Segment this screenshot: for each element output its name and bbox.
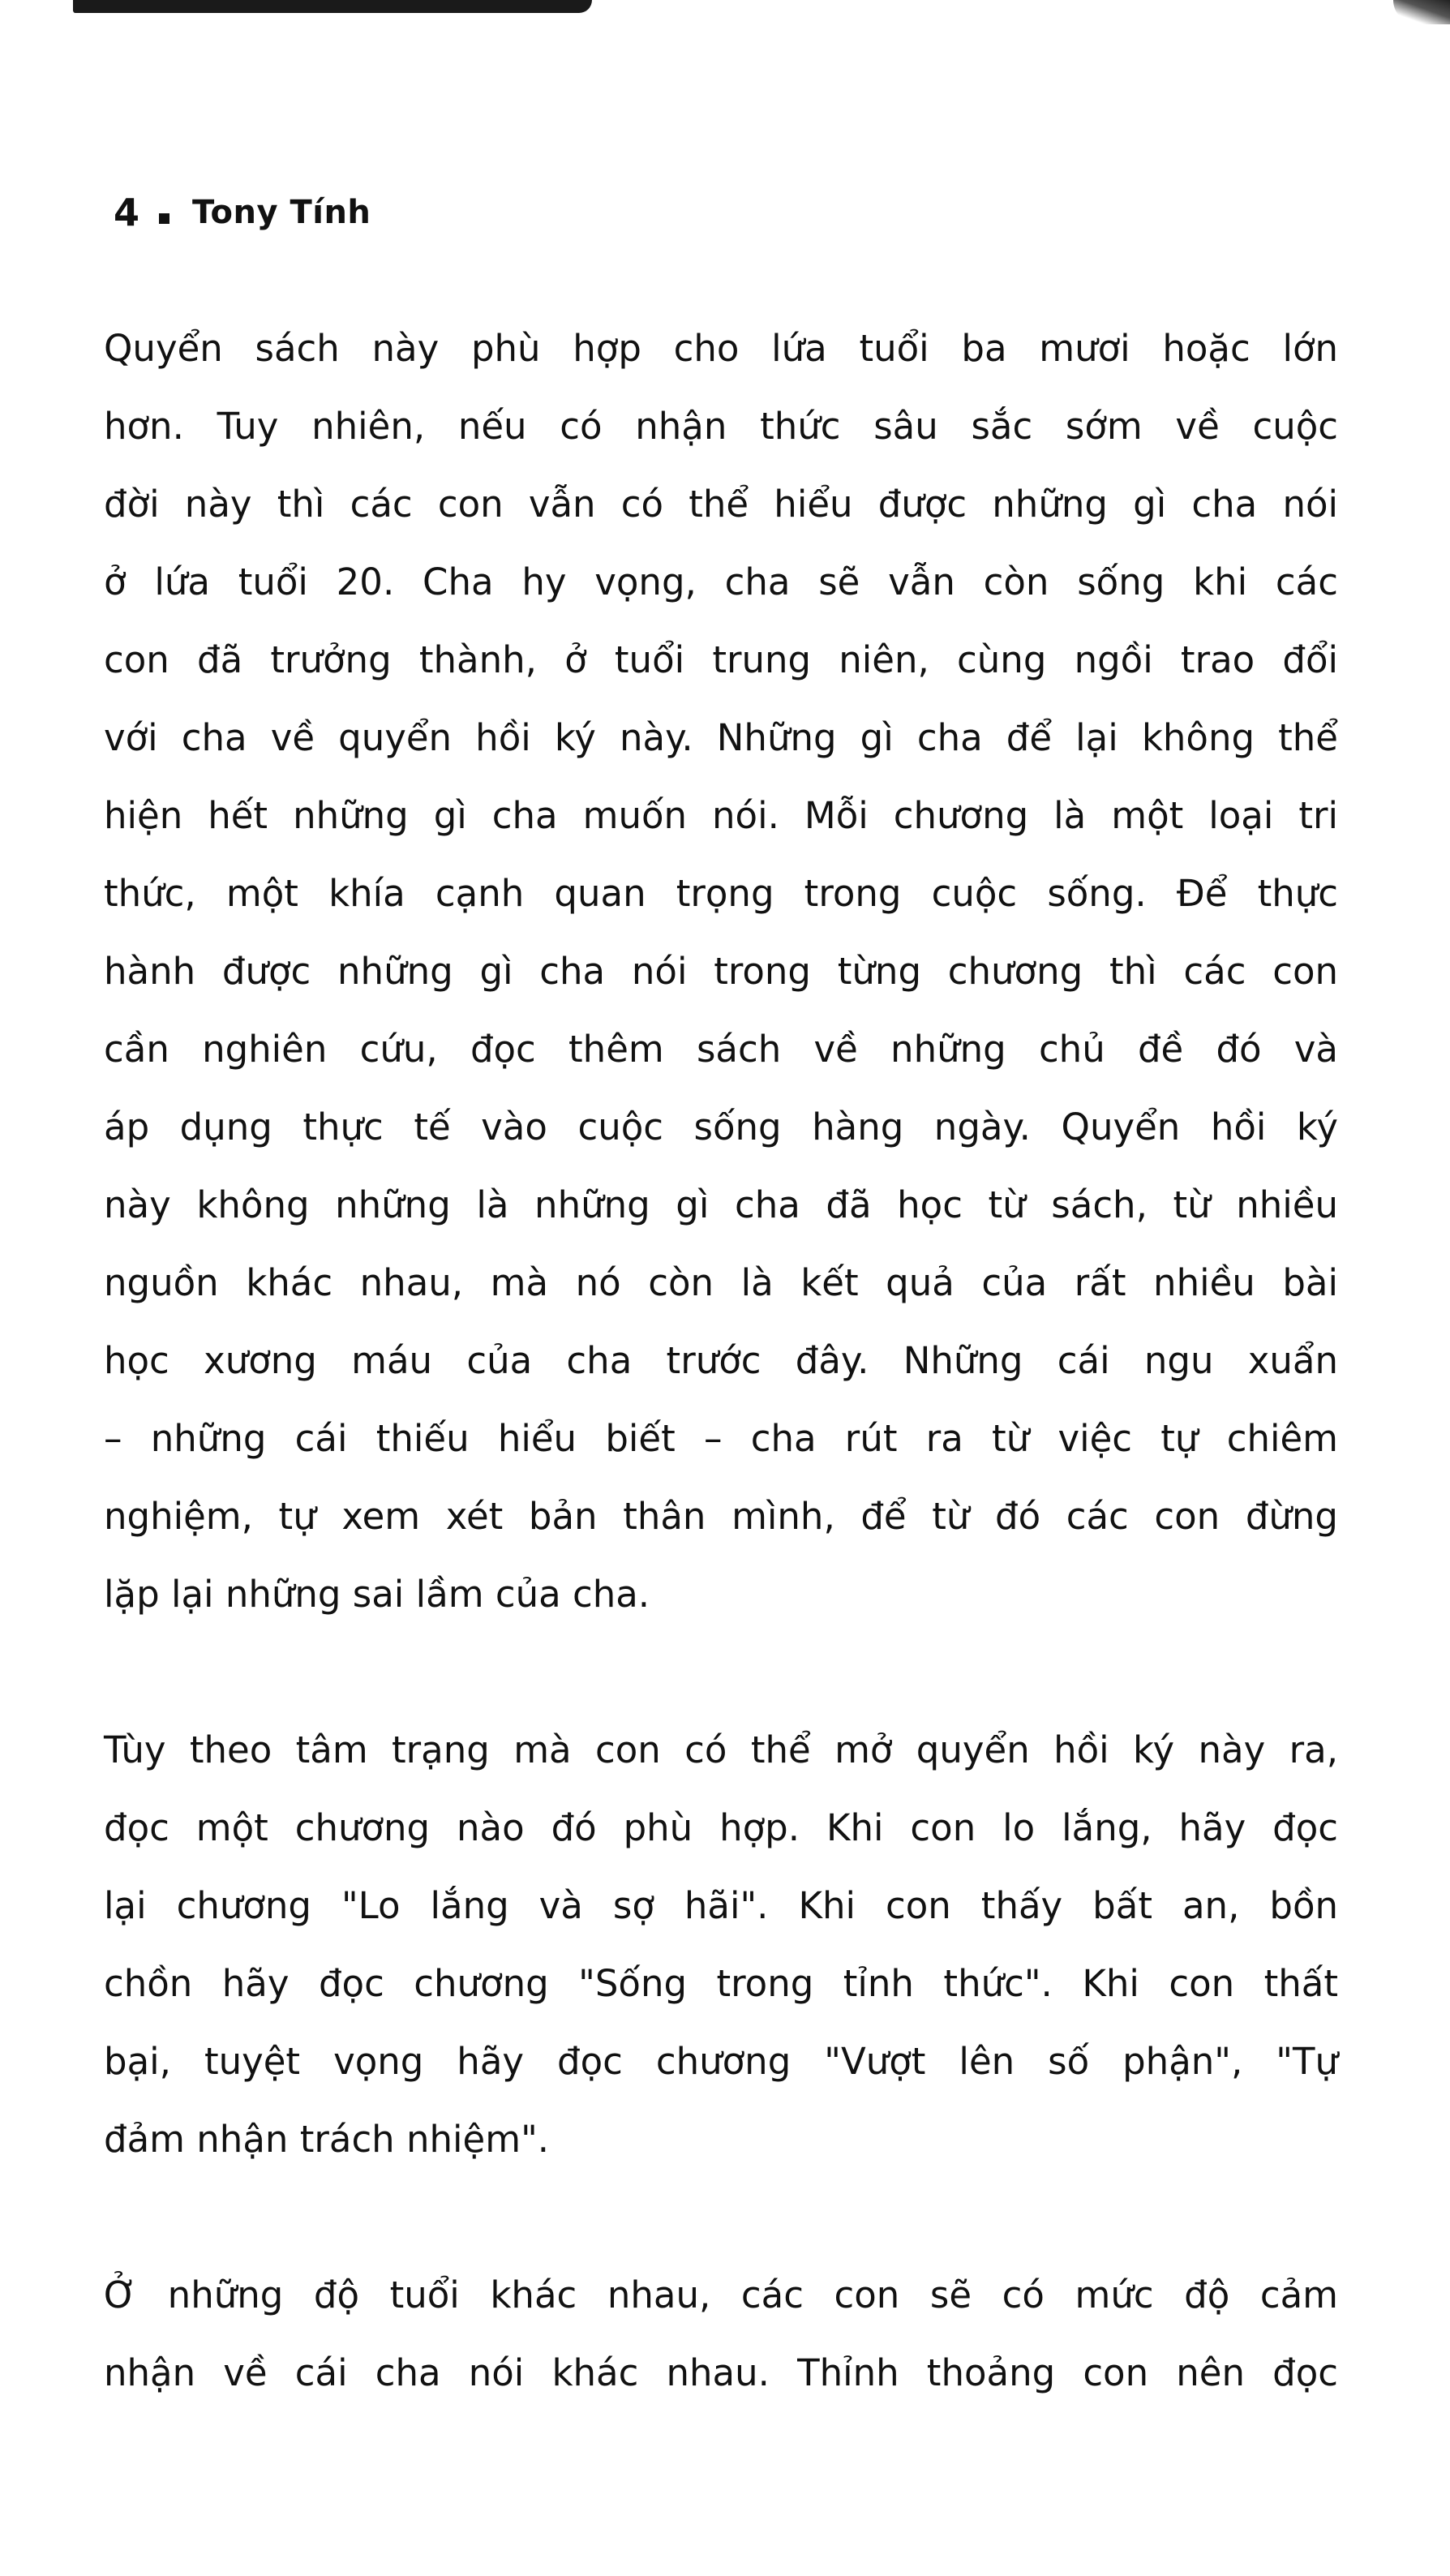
text-line: lại chương "Lo lắng và sợ hãi". Khi con thấy bất an, bồn xyxy=(104,1884,1338,1927)
text-line: này không những là những gì cha đã học từ sách, từ nhiều xyxy=(104,1183,1338,1226)
text-line: áp dụng thực tế vào cuộc sống hàng ngày. Quyển hồi ký xyxy=(104,1106,1338,1148)
text-line: – những cái thiếu hiểu biết – cha rút ra từ việc tự chiêm xyxy=(104,1417,1338,1460)
text-line: nghiệm, tự xem xét bản thân mình, để từ đó các con đừng xyxy=(104,1495,1338,1538)
text-line: hiện hết những gì cha muốn nói. Mỗi chương là một loại tri xyxy=(104,794,1338,837)
text-line: ở lứa tuổi 20. Cha hy vọng, cha sẽ vẫn còn sống khi các xyxy=(104,560,1338,603)
text-line: với cha về quyển hồi ký này. Những gì cha để lại không thể xyxy=(104,716,1338,759)
paragraph-gap xyxy=(104,1634,1338,1711)
text-line: đời này thì các con vẫn có thể hiểu được những gì cha nói xyxy=(104,483,1338,526)
text-line: Tùy theo tâm trạng mà con có thể mở quyển hồi ký này ra, xyxy=(104,1728,1338,1771)
text-line: thức, một khía cạnh quan trọng trong cuộc sống. Để thực xyxy=(104,872,1338,915)
text-line: đọc một chương nào đó phù hợp. Khi con lo lắng, hãy đọc xyxy=(104,1806,1338,1849)
text-line: chồn hãy đọc chương "Sống trong tỉnh thức". Khi con thất xyxy=(104,1962,1338,2005)
text-line: Quyển sách này phù hợp cho lứa tuổi ba mươi hoặc lớn xyxy=(104,327,1338,370)
paragraph-1 xyxy=(104,310,1338,1634)
body-text xyxy=(104,310,1338,2412)
text-line: bại, tuyệt vọng hãy đọc chương "Vượt lên số phận", "Tự xyxy=(104,2040,1338,2083)
text-line: nhận về cái cha nói khác nhau. Thỉnh thoảng con nên đọc xyxy=(104,2351,1338,2394)
paragraph-gap xyxy=(104,2179,1338,2256)
paragraph-2 xyxy=(104,1711,1338,2179)
text-line: hơn. Tuy nhiên, nếu có nhận thức sâu sắc sớm về cuộc xyxy=(104,405,1338,448)
text-line: học xương máu của cha trước đây. Những cái ngu xuẩn xyxy=(104,1339,1338,1382)
scan-edge-top xyxy=(73,0,592,13)
page-number: 4 xyxy=(114,191,140,234)
text-line: lặp lại những sai lầm của cha. xyxy=(104,1573,650,1616)
text-line: Ở những độ tuổi khác nhau, các con sẽ có mức độ cảm xyxy=(104,2273,1338,2316)
text-line: hành được những gì cha nói trong từng chương thì các con xyxy=(104,950,1338,993)
text-line: con đã trưởng thành, ở tuổi trung niên, cùng ngồi trao đổi xyxy=(104,638,1338,681)
bullet-separator-icon xyxy=(159,213,169,224)
running-head xyxy=(114,188,371,237)
text-line: đảm nhận trách nhiệm". xyxy=(104,2118,550,2161)
paragraph-3 xyxy=(104,2256,1338,2412)
scan-edge-corner xyxy=(1393,0,1450,24)
text-line: nguồn khác nhau, mà nó còn là kết quả của rất nhiều bài xyxy=(104,1261,1338,1304)
author-name: Tony Tính xyxy=(192,194,371,231)
text-line: cần nghiên cứu, đọc thêm sách về những chủ đề đó và xyxy=(104,1028,1338,1071)
